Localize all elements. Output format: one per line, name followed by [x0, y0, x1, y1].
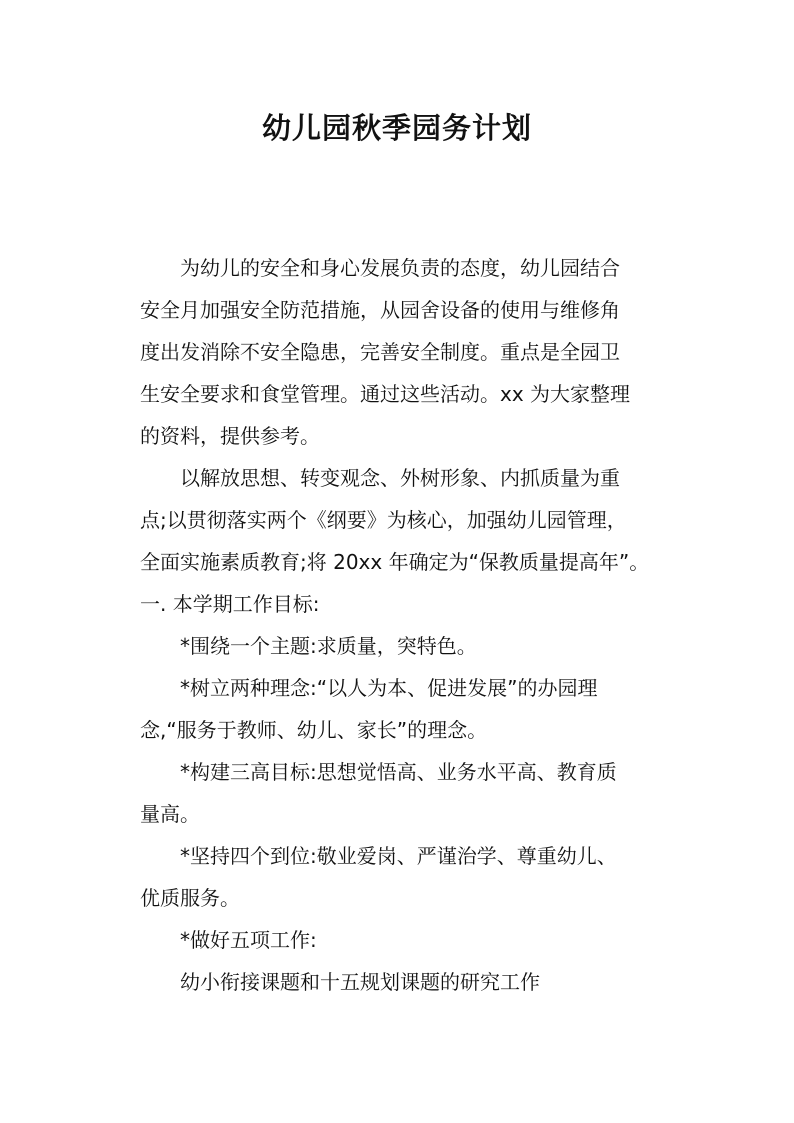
list-item-continuation: 优质服务。: [140, 886, 240, 910]
paragraph-line: 生安全要求和食堂管理。通过这些活动。xx 为大家整理: [140, 382, 631, 406]
list-item: *树立两种理念:“以人为本、促进发展”的办园理: [180, 676, 598, 700]
section-heading: 一. 本学期工作目标:: [140, 592, 320, 616]
list-item: *构建三高目标:思想觉悟高、业务水平高、教育质: [180, 760, 617, 784]
list-item: *围绕一个主题:求质量，突特色。: [180, 634, 477, 658]
paragraph-line: 的资料，提供参考。: [140, 424, 320, 448]
list-item-continuation: 念,“服务于教师、幼儿、家长”的理念。: [140, 718, 488, 742]
paragraph-line: 幼小衔接课题和十五规划课题的研究工作: [180, 970, 540, 994]
list-item: *做好五项工作:: [180, 928, 317, 952]
paragraph-line: 全面实施素质教育;将 20xx 年确定为“保教质量提高年”。: [140, 550, 650, 574]
document-body: [140, 247, 660, 1003]
document-title: 幼儿园秋季园务计划: [261, 111, 532, 145]
paragraph-line: 度出发消除不安全隐患，完善安全制度。重点是全园卫: [140, 340, 620, 364]
paragraph-line: 为幼儿的安全和身心发展负责的态度，幼儿园结合: [180, 256, 620, 280]
list-item: *坚持四个到位:敬业爱岗、严谨治学、尊重幼儿、: [180, 844, 617, 868]
paragraph-line: 点;以贯彻落实两个《纲要》为核心，加强幼儿园管理，: [140, 508, 627, 532]
paragraph-line: 安全月加强安全防范措施，从园舍设备的使用与维修角: [140, 298, 620, 322]
paragraph-line: 以解放思想、转变观念、外树形象、内抓质量为重: [180, 466, 620, 490]
list-item-continuation: 量高。: [140, 802, 200, 826]
